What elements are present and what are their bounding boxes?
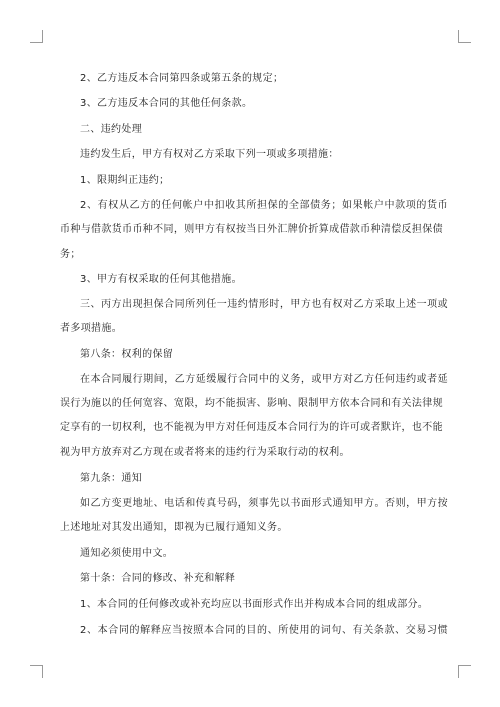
paragraph-line: 3、乙方违反本合同的其他任何条款。 [80, 98, 253, 109]
paragraph-line: 在本合同履行期间，乙方延缓履行合同中的义务，或甲方对乙方任何违约或者延 [80, 374, 448, 385]
paragraph-line: 币种与借款货币币种不同，则甲方有权按当日外汇牌价折算成借款币种清偿反担保债 [60, 224, 443, 235]
paragraph-line: 2、乙方违反本合同第四条或第五条的规定； [80, 73, 284, 84]
section-heading: 第八条：权利的保留 [80, 349, 174, 360]
paragraph-line: 三、丙方出现担保合同所列任一违约情形时，甲方也有权对乙方采取上述一项或 [80, 299, 448, 310]
paragraph-line: 1、限期纠正违约； [80, 175, 170, 186]
section-heading: 二、违约处理 [80, 124, 143, 135]
paragraph-line: 2、有权从乙方的任何帐户中扣收其所担保的全部债务；如果帐户中款项的货币 [80, 200, 448, 211]
corner-mark-bottom-left [30, 665, 43, 678]
corner-mark-top-left [30, 30, 43, 43]
paragraph-line: 2、本合同的解释应当按照本合同的目的、所使用的词句、有关条款、交易习惯 [80, 625, 448, 636]
paragraph-line: 定享有的一切权利，也不能视为甲方对任何违反本合同行为的许可或者默许，也不能 [60, 422, 443, 433]
paragraph-line: 上述地址对其发出通知，即视为已履行通知义务。 [60, 522, 288, 533]
paragraph-line: 违约发生后，甲方有权对乙方采取下列一项或多项措施： [80, 149, 339, 160]
paragraph-line: 如乙方变更地址、电话和传真号码，须事先以书面形式通知甲方。否则，甲方按 [80, 498, 448, 509]
paragraph-line: 误行为施以的任何宽容、宽限，均不能损害、影响、限制甲方依本合同和有关法律规 [60, 398, 443, 409]
paragraph-line: 3、甲方有权采取的任何其他措施。 [80, 274, 242, 285]
paragraph-line: 视为甲方放弃对乙方现在或者将来的违约行为采取行动的权利。 [60, 447, 350, 458]
paragraph-line: 1、本合同的任何修改或补充均应以书面形式作出并构成本合同的组成部分。 [80, 599, 429, 610]
section-heading: 第十条：合同的修改、补充和解释 [80, 573, 236, 584]
corner-mark-top-right [458, 30, 471, 43]
paragraph-line: 务； [60, 249, 81, 260]
paragraph-line: 通知必须使用中文。 [80, 548, 174, 559]
section-heading: 第九条：通知 [80, 473, 143, 484]
paragraph-line: 者多项措施。 [60, 323, 123, 334]
corner-mark-bottom-right [458, 665, 471, 678]
